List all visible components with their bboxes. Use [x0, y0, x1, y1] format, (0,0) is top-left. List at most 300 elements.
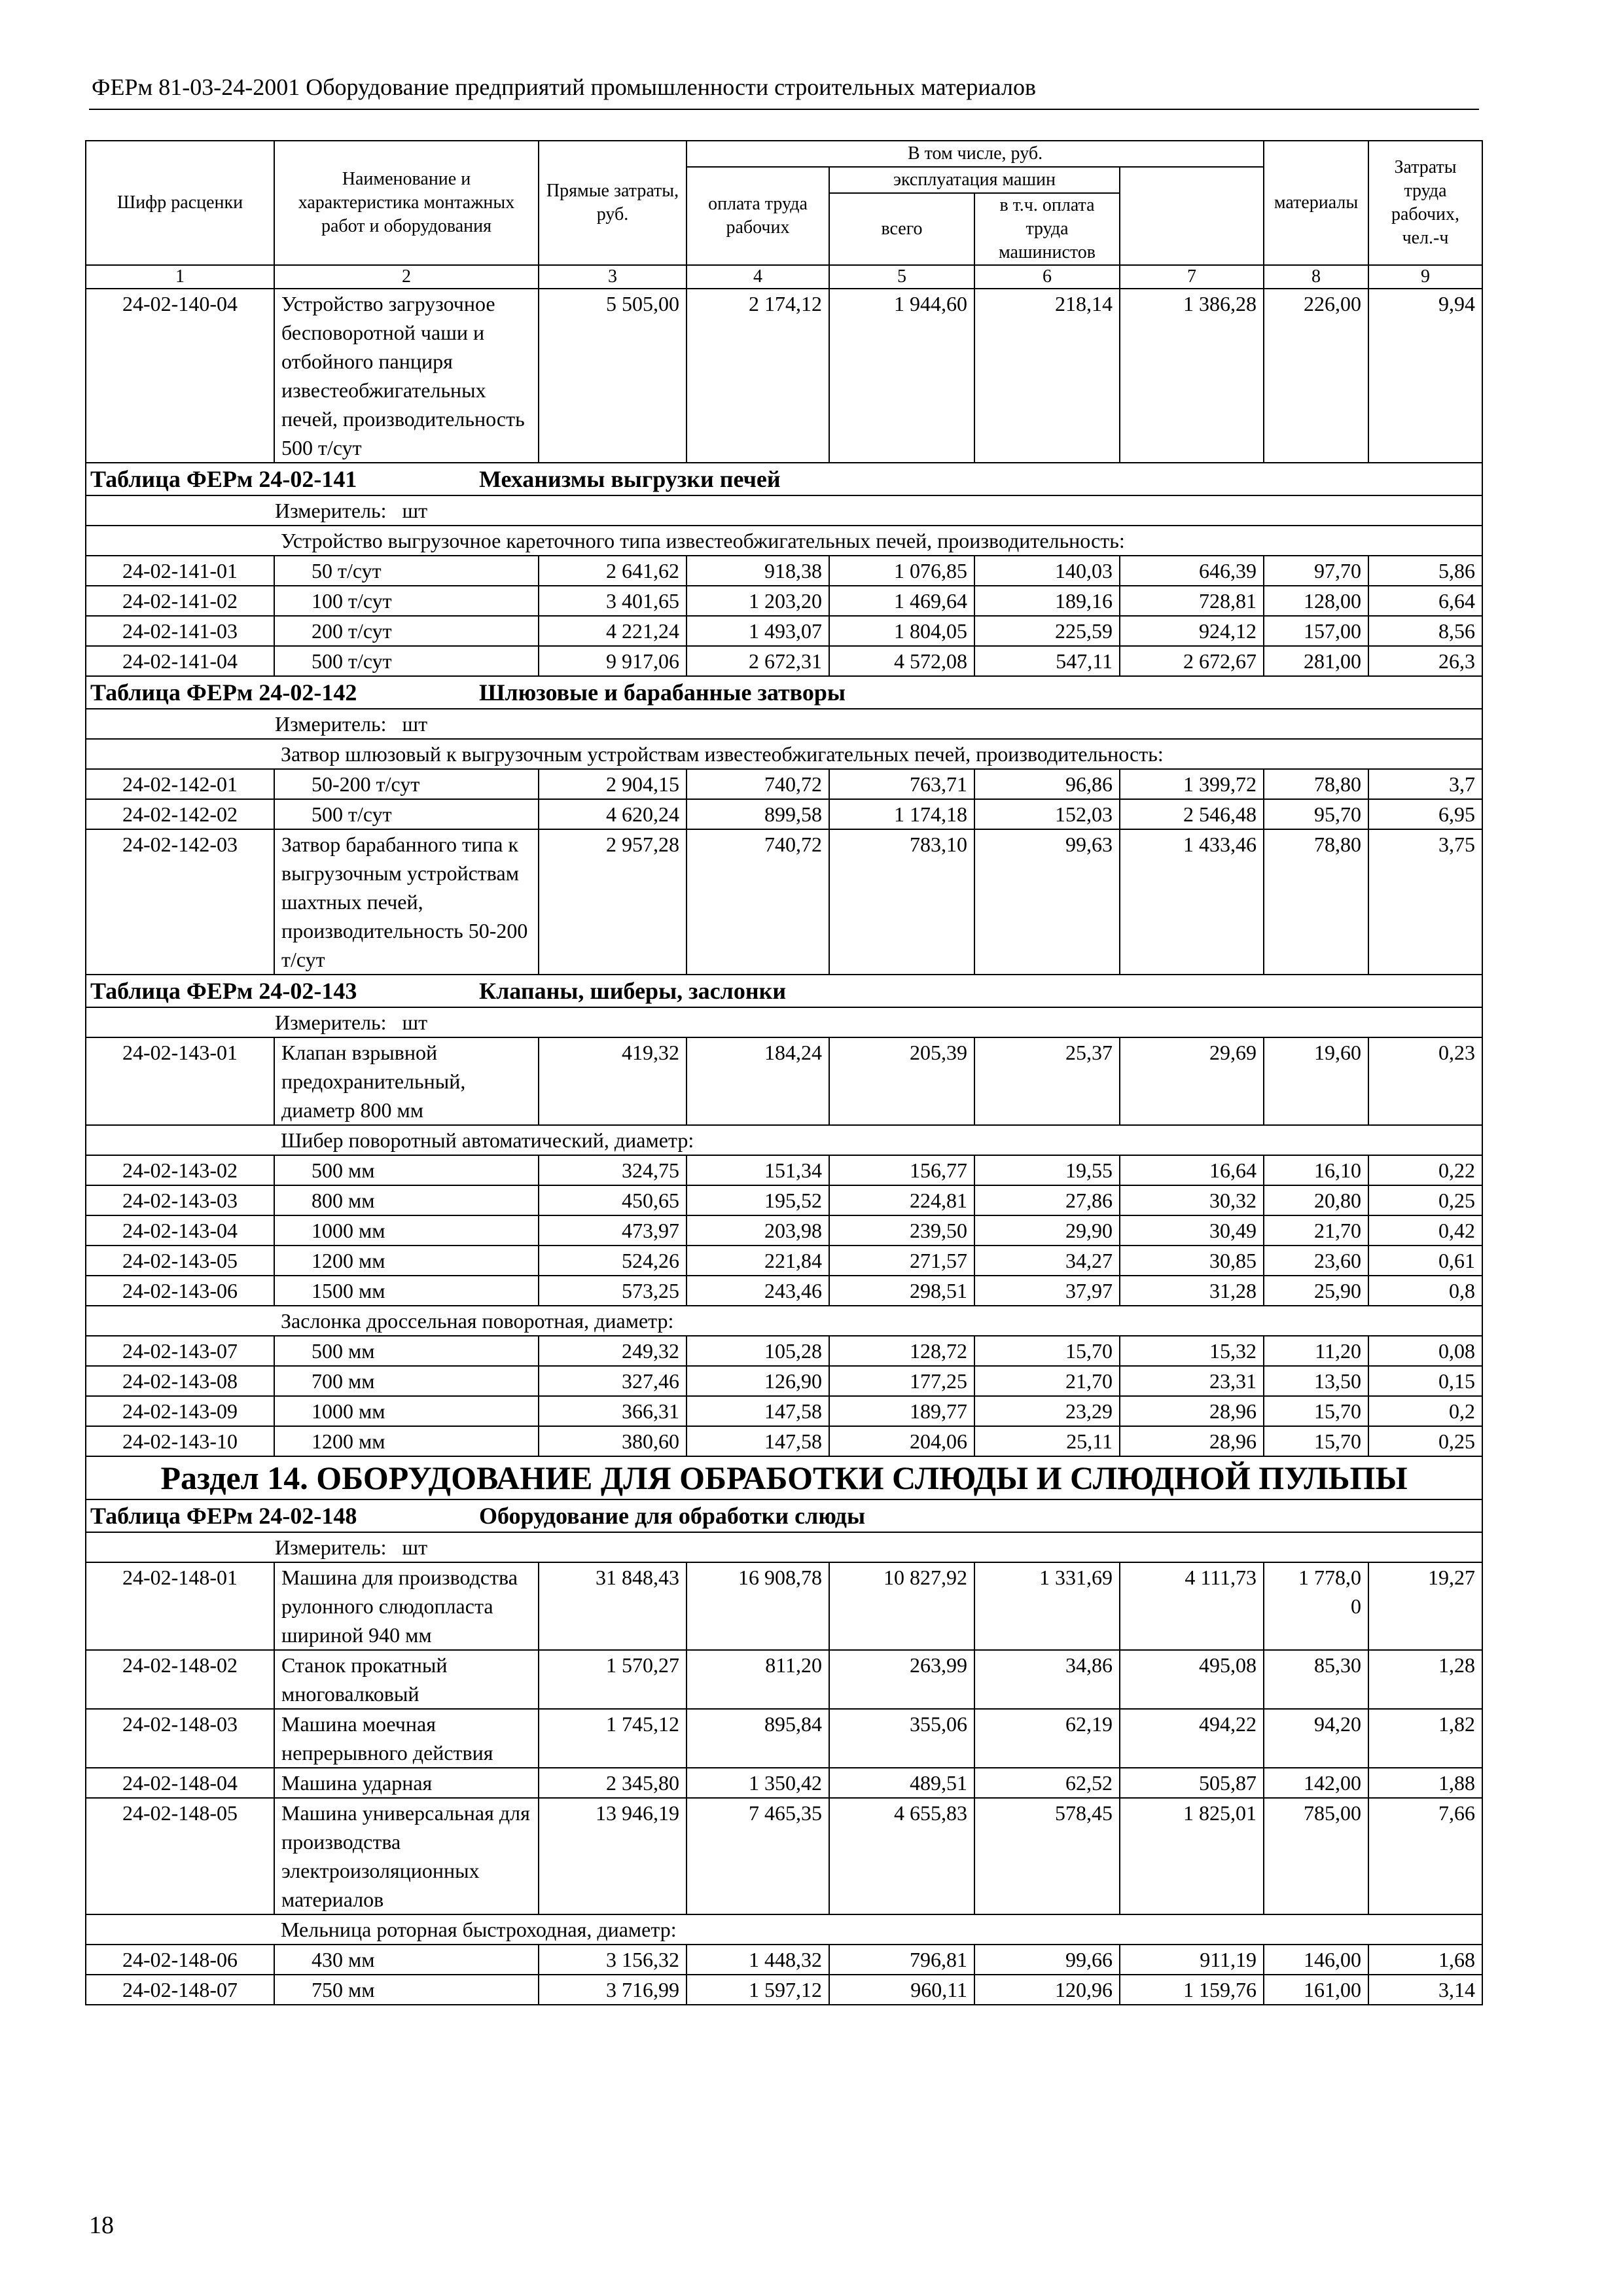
value-cell: 15,70: [974, 1336, 1120, 1366]
table-row: [86, 1562, 1482, 1650]
table-row: [86, 616, 1482, 646]
rate-code-cell: 24-02-141-02: [86, 586, 274, 616]
value-cell: 85,30: [1264, 1650, 1368, 1709]
value-cell: 960,11: [829, 1975, 974, 2005]
col-header-machinist-pay: в т.ч. оплата труда машинистов: [974, 193, 1120, 265]
work-name-cell: 50 т/сут: [274, 556, 539, 586]
value-cell: 243,46: [687, 1276, 829, 1306]
value-cell: 249,32: [539, 1336, 687, 1366]
value-cell: 5 505,00: [539, 289, 687, 463]
value-cell: 4 572,08: [829, 646, 974, 676]
col-header-name: Наименование и характеристика монтажных работ и оборудования: [274, 141, 539, 265]
value-cell: 3 716,99: [539, 1975, 687, 2005]
group-heading-row: [86, 1125, 1482, 1155]
column-number-cell: 6: [974, 265, 1120, 289]
value-cell: 31 848,43: [539, 1562, 687, 1650]
value-cell: 147,58: [687, 1426, 829, 1456]
value-cell: 195,52: [687, 1185, 829, 1215]
value-cell: 152,03: [974, 799, 1120, 829]
rate-code-cell: 24-02-142-01: [86, 769, 274, 799]
table-title-row: [86, 463, 1482, 495]
value-cell: 2 641,62: [539, 556, 687, 586]
column-number-cell: 5: [829, 265, 974, 289]
rate-code-cell: 24-02-143-05: [86, 1246, 274, 1276]
value-cell: 142,00: [1264, 1768, 1368, 1798]
value-cell: 573,25: [539, 1276, 687, 1306]
work-name-cell: 1500 мм: [274, 1276, 539, 1306]
value-cell: 7,66: [1368, 1798, 1482, 1914]
value-cell: 5,86: [1368, 556, 1482, 586]
value-cell: 0,15: [1368, 1366, 1482, 1396]
value-cell: 34,86: [974, 1650, 1120, 1709]
value-cell: 99,66: [974, 1945, 1120, 1975]
rates-table-container: [85, 140, 1482, 2005]
value-cell: 177,25: [829, 1366, 974, 1396]
value-cell: 3 401,65: [539, 586, 687, 616]
work-name-cell: Станок прокатный многовалковый: [274, 1650, 539, 1709]
value-cell: 128,00: [1264, 586, 1368, 616]
col-header-direct-costs: Прямые затраты, руб.: [539, 141, 687, 265]
value-cell: 25,37: [974, 1037, 1120, 1125]
value-cell: 157,00: [1264, 616, 1368, 646]
value-cell: 8,56: [1368, 616, 1482, 646]
value-cell: 62,52: [974, 1768, 1120, 1798]
table-title-cell: [86, 975, 1482, 1007]
table-title-row: [86, 676, 1482, 709]
value-cell: 1 570,27: [539, 1650, 687, 1709]
table-number: Таблица ФЕРм 24-02-142: [90, 679, 357, 706]
table-title: Клапаны, шиберы, заслонки: [479, 978, 787, 1004]
col-header-labor-hours: Затраты труда рабочих, чел.-ч: [1368, 141, 1482, 265]
group-heading-row: [86, 1914, 1482, 1945]
col-header-materials: материалы: [1264, 141, 1368, 265]
value-cell: 147,58: [687, 1396, 829, 1426]
value-cell: 78,80: [1264, 829, 1368, 975]
table-row: [86, 556, 1482, 586]
value-cell: 1,68: [1368, 1945, 1482, 1975]
value-cell: 99,63: [974, 829, 1120, 975]
value-cell: 25,11: [974, 1426, 1120, 1456]
col-header-labor-pay: оплата труда рабочих: [687, 167, 829, 265]
value-cell: 151,34: [687, 1155, 829, 1185]
value-cell: 1 804,05: [829, 616, 974, 646]
section-heading: Раздел 14. ОБОРУДОВАНИЕ ДЛЯ ОБРАБОТКИ СЛЮДЫ И СЛЮДНОЙ ПУЛЬПЫ: [86, 1456, 1482, 1499]
rate-code-cell: 24-02-148-05: [86, 1798, 274, 1914]
value-cell: 11,20: [1264, 1336, 1368, 1366]
value-cell: 494,22: [1120, 1709, 1264, 1768]
value-cell: 1 159,76: [1120, 1975, 1264, 2005]
value-cell: 224,81: [829, 1185, 974, 1215]
value-cell: 19,55: [974, 1155, 1120, 1185]
value-cell: 23,60: [1264, 1246, 1368, 1276]
value-cell: 911,19: [1120, 1945, 1264, 1975]
col-header-machine-total: всего: [829, 193, 974, 265]
work-name-cell: 500 мм: [274, 1155, 539, 1185]
value-cell: 646,39: [1120, 556, 1264, 586]
value-cell: 140,03: [974, 556, 1120, 586]
value-cell: 20,80: [1264, 1185, 1368, 1215]
value-cell: 189,77: [829, 1396, 974, 1426]
table-row: [86, 1768, 1482, 1798]
value-cell: 495,08: [1120, 1650, 1264, 1709]
value-cell: 4 111,73: [1120, 1562, 1264, 1650]
value-cell: 6,95: [1368, 799, 1482, 829]
value-cell: 366,31: [539, 1396, 687, 1426]
work-name-cell: 700 мм: [274, 1366, 539, 1396]
work-name-cell: 500 т/сут: [274, 646, 539, 676]
work-name-cell: 750 мм: [274, 1975, 539, 2005]
value-cell: 23,31: [1120, 1366, 1264, 1396]
value-cell: 19,27: [1368, 1562, 1482, 1650]
rate-code-cell: 24-02-148-06: [86, 1945, 274, 1975]
column-number-cell: 9: [1368, 265, 1482, 289]
group-code-cell: [86, 1914, 274, 1945]
value-cell: 10 827,92: [829, 1562, 974, 1650]
value-cell: 324,75: [539, 1155, 687, 1185]
work-name-cell: Машина для производства рулонного слюдопласта шириной 940 мм: [274, 1562, 539, 1650]
value-cell: 2 546,48: [1120, 799, 1264, 829]
rate-code-cell: 24-02-142-03: [86, 829, 274, 975]
work-name-cell: 430 мм: [274, 1945, 539, 1975]
value-cell: 271,57: [829, 1246, 974, 1276]
table-row: [86, 1798, 1482, 1914]
table-number: Таблица ФЕРм 24-02-148: [90, 1503, 357, 1529]
value-cell: 1,88: [1368, 1768, 1482, 1798]
value-cell: 16,64: [1120, 1155, 1264, 1185]
table-row: [86, 769, 1482, 799]
header-rule: [89, 109, 1479, 110]
table-header: [86, 141, 1482, 289]
measure-label: Измеритель:: [275, 1011, 387, 1034]
value-cell: 62,19: [974, 1709, 1120, 1768]
value-cell: 1 203,20: [687, 586, 829, 616]
value-cell: 205,39: [829, 1037, 974, 1125]
value-cell: 1 399,72: [1120, 769, 1264, 799]
value-cell: 9,94: [1368, 289, 1482, 463]
value-cell: 204,06: [829, 1426, 974, 1456]
group-heading-text: Устройство выгрузочное кареточного типа известеобжигательных печей, производительность:: [274, 526, 1482, 556]
column-number-cell: 2: [274, 265, 539, 289]
value-cell: 4 221,24: [539, 616, 687, 646]
rate-code-cell: 24-02-143-10: [86, 1426, 274, 1456]
table-row: [86, 1276, 1482, 1306]
value-cell: 120,96: [974, 1975, 1120, 2005]
value-cell: 327,46: [539, 1366, 687, 1396]
work-name-cell: 1200 мм: [274, 1246, 539, 1276]
value-cell: 21,70: [974, 1366, 1120, 1396]
value-cell: 380,60: [539, 1426, 687, 1456]
measure-row: [86, 1007, 1482, 1037]
work-name-cell: 200 т/сут: [274, 616, 539, 646]
measure-unit: шт: [402, 1535, 428, 1559]
measure-cell: [86, 1532, 1482, 1562]
value-cell: 899,58: [687, 799, 829, 829]
group-code-cell: [86, 1125, 274, 1155]
value-cell: 226,00: [1264, 289, 1368, 463]
table-row: [86, 646, 1482, 676]
value-cell: 30,85: [1120, 1246, 1264, 1276]
group-code-cell: [86, 739, 274, 769]
value-cell: 19,60: [1264, 1037, 1368, 1125]
measure-label: Измеритель:: [275, 1535, 387, 1559]
group-heading-text: Затвор шлюзовый к выгрузочным устройствам известеобжигательных печей, производительность:: [274, 739, 1482, 769]
rate-code-cell: 24-02-143-02: [86, 1155, 274, 1185]
value-cell: 15,70: [1264, 1396, 1368, 1426]
value-cell: 15,70: [1264, 1426, 1368, 1456]
column-number-cell: 7: [1120, 265, 1264, 289]
value-cell: 96,86: [974, 769, 1120, 799]
value-cell: 2 957,28: [539, 829, 687, 975]
work-name-cell: 500 мм: [274, 1336, 539, 1366]
table-title: Механизмы выгрузки печей: [479, 466, 781, 492]
rate-code-cell: 24-02-141-04: [86, 646, 274, 676]
table-number: Таблица ФЕРм 24-02-143: [90, 978, 357, 1004]
value-cell: 1 597,12: [687, 1975, 829, 2005]
work-name-cell: Клапан взрывной предохранительный, диаметр 800 мм: [274, 1037, 539, 1125]
column-number-cell: 8: [1264, 265, 1368, 289]
value-cell: 1 944,60: [829, 289, 974, 463]
value-cell: 2 174,12: [687, 289, 829, 463]
value-cell: 785,00: [1264, 1798, 1368, 1914]
value-cell: 2 904,15: [539, 769, 687, 799]
work-name-cell: 50-200 т/сут: [274, 769, 539, 799]
value-cell: 263,99: [829, 1650, 974, 1709]
work-name-cell: 1000 мм: [274, 1396, 539, 1426]
table-row: [86, 1650, 1482, 1709]
value-cell: 4 655,83: [829, 1798, 974, 1914]
value-cell: 2 672,31: [687, 646, 829, 676]
value-cell: 811,20: [687, 1650, 829, 1709]
value-cell: 1,28: [1368, 1650, 1482, 1709]
value-cell: 21,70: [1264, 1215, 1368, 1246]
value-cell: 1 448,32: [687, 1945, 829, 1975]
section-heading-row: [86, 1456, 1482, 1499]
rate-code-cell: 24-02-148-03: [86, 1709, 274, 1768]
table-row: [86, 829, 1482, 975]
value-cell: 9 917,06: [539, 646, 687, 676]
value-cell: 547,11: [974, 646, 1120, 676]
work-name-cell: 1000 мм: [274, 1215, 539, 1246]
table-title-cell: [86, 1499, 1482, 1532]
value-cell: 1 825,01: [1120, 1798, 1264, 1914]
rate-code-cell: 24-02-143-07: [86, 1336, 274, 1366]
value-cell: 783,10: [829, 829, 974, 975]
rate-code-cell: 24-02-143-06: [86, 1276, 274, 1306]
table-row: [86, 1185, 1482, 1215]
value-cell: 355,06: [829, 1709, 974, 1768]
table-row: [86, 1246, 1482, 1276]
value-cell: 37,97: [974, 1276, 1120, 1306]
rates-table: [85, 140, 1483, 2005]
rate-code-cell: 24-02-148-07: [86, 1975, 274, 2005]
measure-row: [86, 495, 1482, 526]
table-row: [86, 1155, 1482, 1185]
table-body: [86, 289, 1482, 2005]
value-cell: 0,23: [1368, 1037, 1482, 1125]
rate-code-cell: 24-02-148-02: [86, 1650, 274, 1709]
value-cell: 4 620,24: [539, 799, 687, 829]
value-cell: 1 433,46: [1120, 829, 1264, 975]
table-row: [86, 1336, 1482, 1366]
column-number-cell: 4: [687, 265, 829, 289]
table-title-row: [86, 1499, 1482, 1532]
measure-label: Измеритель:: [275, 499, 387, 522]
value-cell: 189,16: [974, 586, 1120, 616]
value-cell: 128,72: [829, 1336, 974, 1366]
work-name-cell: Затвор барабанного типа к выгрузочным устройствам шахтных печей, производительность 50-200 т/сут: [274, 829, 539, 975]
measure-cell: [86, 709, 1482, 739]
rate-code-cell: 24-02-141-01: [86, 556, 274, 586]
measure-row: [86, 1532, 1482, 1562]
value-cell: 78,80: [1264, 769, 1368, 799]
value-cell: 763,71: [829, 769, 974, 799]
table-row: [86, 1945, 1482, 1975]
rate-code-cell: 24-02-143-01: [86, 1037, 274, 1125]
measure-cell: [86, 1007, 1482, 1037]
value-cell: 28,96: [1120, 1426, 1264, 1456]
group-heading-row: [86, 739, 1482, 769]
value-cell: 30,32: [1120, 1185, 1264, 1215]
value-cell: 895,84: [687, 1709, 829, 1768]
work-name-cell: Машина универсальная для производства электроизоляционных материалов: [274, 1798, 539, 1914]
value-cell: 740,72: [687, 829, 829, 975]
value-cell: 29,69: [1120, 1037, 1264, 1125]
rate-code-cell: 24-02-143-04: [86, 1215, 274, 1246]
value-cell: 29,90: [974, 1215, 1120, 1246]
value-cell: 6,64: [1368, 586, 1482, 616]
value-cell: 221,84: [687, 1246, 829, 1276]
table-title-cell: [86, 463, 1482, 495]
page-number: 18: [89, 2212, 114, 2239]
value-cell: 0,25: [1368, 1426, 1482, 1456]
value-cell: 2 345,80: [539, 1768, 687, 1798]
value-cell: 1 469,64: [829, 586, 974, 616]
col-header-machine-operation: эксплуатация машин: [829, 167, 1120, 193]
group-code-cell: [86, 1306, 274, 1336]
value-cell: 1 386,28: [1120, 289, 1264, 463]
value-cell: 30,49: [1120, 1215, 1264, 1246]
value-cell: 578,45: [974, 1798, 1120, 1914]
value-cell: 473,97: [539, 1215, 687, 1246]
value-cell: 1 174,18: [829, 799, 974, 829]
value-cell: 156,77: [829, 1155, 974, 1185]
value-cell: 94,20: [1264, 1709, 1368, 1768]
value-cell: 28,96: [1120, 1396, 1264, 1426]
value-cell: 1 331,69: [974, 1562, 1120, 1650]
group-heading-text: Мельница роторная быстроходная, диаметр:: [274, 1914, 1482, 1945]
rate-code-cell: 24-02-143-09: [86, 1396, 274, 1426]
rate-code-cell: 24-02-143-08: [86, 1366, 274, 1396]
value-cell: 16 908,78: [687, 1562, 829, 1650]
value-cell: 0,42: [1368, 1215, 1482, 1246]
value-cell: 23,29: [974, 1396, 1120, 1426]
value-cell: 146,00: [1264, 1945, 1368, 1975]
group-heading-row: [86, 526, 1482, 556]
table-row: [86, 1215, 1482, 1246]
value-cell: 161,00: [1264, 1975, 1368, 2005]
work-name-cell: 100 т/сут: [274, 586, 539, 616]
column-numbers-row: [86, 265, 1482, 289]
value-cell: 3,14: [1368, 1975, 1482, 2005]
value-cell: 924,12: [1120, 616, 1264, 646]
work-name-cell: 1200 мм: [274, 1426, 539, 1456]
rate-code-cell: 24-02-142-02: [86, 799, 274, 829]
value-cell: 203,98: [687, 1215, 829, 1246]
table-number: Таблица ФЕРм 24-02-141: [90, 466, 357, 492]
value-cell: 126,90: [687, 1366, 829, 1396]
value-cell: 0,2: [1368, 1396, 1482, 1426]
col-header-code: Шифр расценки: [86, 141, 274, 265]
value-cell: 34,27: [974, 1246, 1120, 1276]
value-cell: 728,81: [1120, 586, 1264, 616]
value-cell: 184,24: [687, 1037, 829, 1125]
value-cell: 3,7: [1368, 769, 1482, 799]
value-cell: 225,59: [974, 616, 1120, 646]
group-heading-text: Заслонка дроссельная поворотная, диаметр:: [274, 1306, 1482, 1336]
value-cell: 0,25: [1368, 1185, 1482, 1215]
value-cell: 105,28: [687, 1336, 829, 1366]
measure-row: [86, 709, 1482, 739]
value-cell: 796,81: [829, 1945, 974, 1975]
value-cell: 740,72: [687, 769, 829, 799]
value-cell: 0,08: [1368, 1336, 1482, 1366]
work-name-cell: Машина моечная непрерывного действия: [274, 1709, 539, 1768]
value-cell: 0,8: [1368, 1276, 1482, 1306]
column-number-cell: 1: [86, 265, 274, 289]
rate-code-cell: 24-02-140-04: [86, 289, 274, 463]
value-cell: 450,65: [539, 1185, 687, 1215]
value-cell: 13 946,19: [539, 1798, 687, 1914]
rate-code-cell: 24-02-143-03: [86, 1185, 274, 1215]
value-cell: 1 778,0 0: [1264, 1562, 1368, 1650]
value-cell: 281,00: [1264, 646, 1368, 676]
measure-unit: шт: [402, 499, 428, 522]
value-cell: 97,70: [1264, 556, 1368, 586]
measure-label: Измеритель:: [275, 712, 387, 736]
group-code-cell: [86, 526, 274, 556]
value-cell: 31,28: [1120, 1276, 1264, 1306]
value-cell: 3 156,32: [539, 1945, 687, 1975]
rate-code-cell: 24-02-148-01: [86, 1562, 274, 1650]
col-header-including: В том числе, руб.: [687, 141, 1264, 167]
value-cell: 524,26: [539, 1246, 687, 1276]
value-cell: 95,70: [1264, 799, 1368, 829]
value-cell: 25,90: [1264, 1276, 1368, 1306]
work-name-cell: 500 т/сут: [274, 799, 539, 829]
value-cell: 1 493,07: [687, 616, 829, 646]
table-row: [86, 586, 1482, 616]
value-cell: 16,10: [1264, 1155, 1368, 1185]
rate-code-cell: 24-02-141-03: [86, 616, 274, 646]
group-heading-text: Шибер поворотный автоматический, диаметр:: [274, 1125, 1482, 1155]
rate-code-cell: 24-02-148-04: [86, 1768, 274, 1798]
value-cell: 489,51: [829, 1768, 974, 1798]
value-cell: 27,86: [974, 1185, 1120, 1215]
table-row: [86, 1366, 1482, 1396]
table-title-cell: [86, 676, 1482, 709]
value-cell: 1 350,42: [687, 1768, 829, 1798]
value-cell: 918,38: [687, 556, 829, 586]
table-row: [86, 1396, 1482, 1426]
value-cell: 1,82: [1368, 1709, 1482, 1768]
value-cell: 2 672,67: [1120, 646, 1264, 676]
measure-unit: шт: [402, 1011, 428, 1034]
value-cell: 1 745,12: [539, 1709, 687, 1768]
group-heading-row: [86, 1306, 1482, 1336]
table-row: [86, 289, 1482, 463]
value-cell: 1 076,85: [829, 556, 974, 586]
value-cell: 13,50: [1264, 1366, 1368, 1396]
